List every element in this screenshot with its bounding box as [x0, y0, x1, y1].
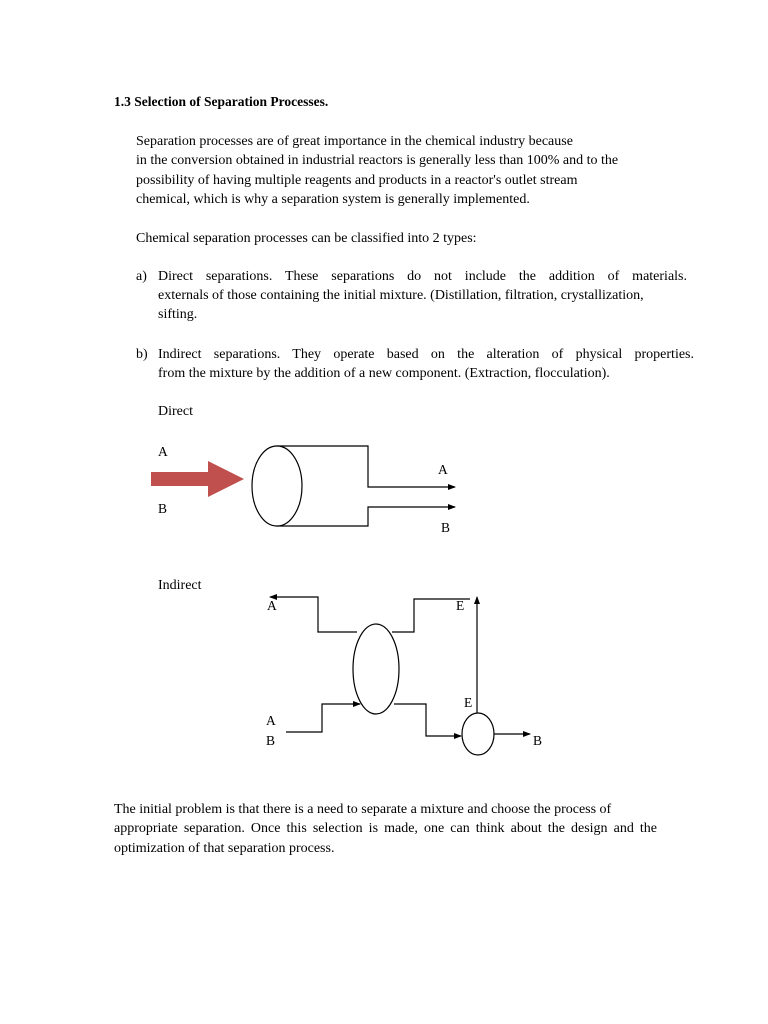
indirect-title: Indirect — [158, 578, 202, 593]
solvent-recovery-unit — [462, 713, 494, 755]
direct-input-b-label: B — [158, 501, 168, 516]
conclusion-line: appropriate separation. Once this selection is made, one can think about the design and the — [114, 821, 657, 836]
list-item-line: Indirect separations. They operate based on the alteration of physical properties. — [158, 347, 694, 362]
indirect-output-b-label: B — [533, 733, 543, 748]
intro-line: Separation processes are of great importance in the chemical industry because — [136, 134, 573, 149]
extract-stream-a — [270, 597, 357, 632]
intro-line: in the conversion obtained in industrial reactors is generally less than 100% and to the — [136, 153, 619, 168]
intro-line: chemical, which is why a separation system is generally implemented. — [136, 192, 530, 207]
list-item-line: Direct separations. These separations do not include the addition of materials. — [158, 269, 687, 284]
indirect-output-a-label: A — [267, 598, 277, 613]
raffinate-stream — [394, 704, 461, 736]
list-item-line: from the mixture by the addition of a new component. (Extraction, flocculation). — [158, 366, 610, 381]
indirect-output-e-label: E — [456, 598, 465, 613]
list-marker: a) — [136, 269, 147, 284]
indirect-input-b-label: B — [266, 733, 276, 748]
conclusion-line: The initial problem is that there is a need to separate a mixture and choose the process of — [114, 802, 612, 817]
list-marker: b) — [136, 347, 148, 362]
list-item-line: externals of those containing the initial mixture. (Distillation, filtration, crystallization, — [158, 288, 644, 303]
conclusion-line: optimization of that separation process. — [114, 841, 335, 856]
intro-line: possibility of having multiple reagents and products in a reactor's outlet stream — [136, 173, 578, 188]
direct-output-a-label: A — [438, 462, 448, 477]
extractor-unit — [353, 624, 399, 714]
indirect-input-a-label: A — [266, 713, 276, 728]
direct-input-a-label: A — [158, 444, 168, 459]
feed-stream-ab — [286, 704, 360, 732]
section-heading: 1.3 Selection of Separation Processes. — [114, 94, 329, 109]
direct-title: Direct — [158, 404, 193, 419]
classification-text: Chemical separation processes can be classified into 2 types: — [136, 231, 477, 246]
recycle-e-label: E — [464, 695, 473, 710]
list-item-line: sifting. — [158, 307, 198, 322]
direct-output-b-label: B — [441, 520, 451, 535]
